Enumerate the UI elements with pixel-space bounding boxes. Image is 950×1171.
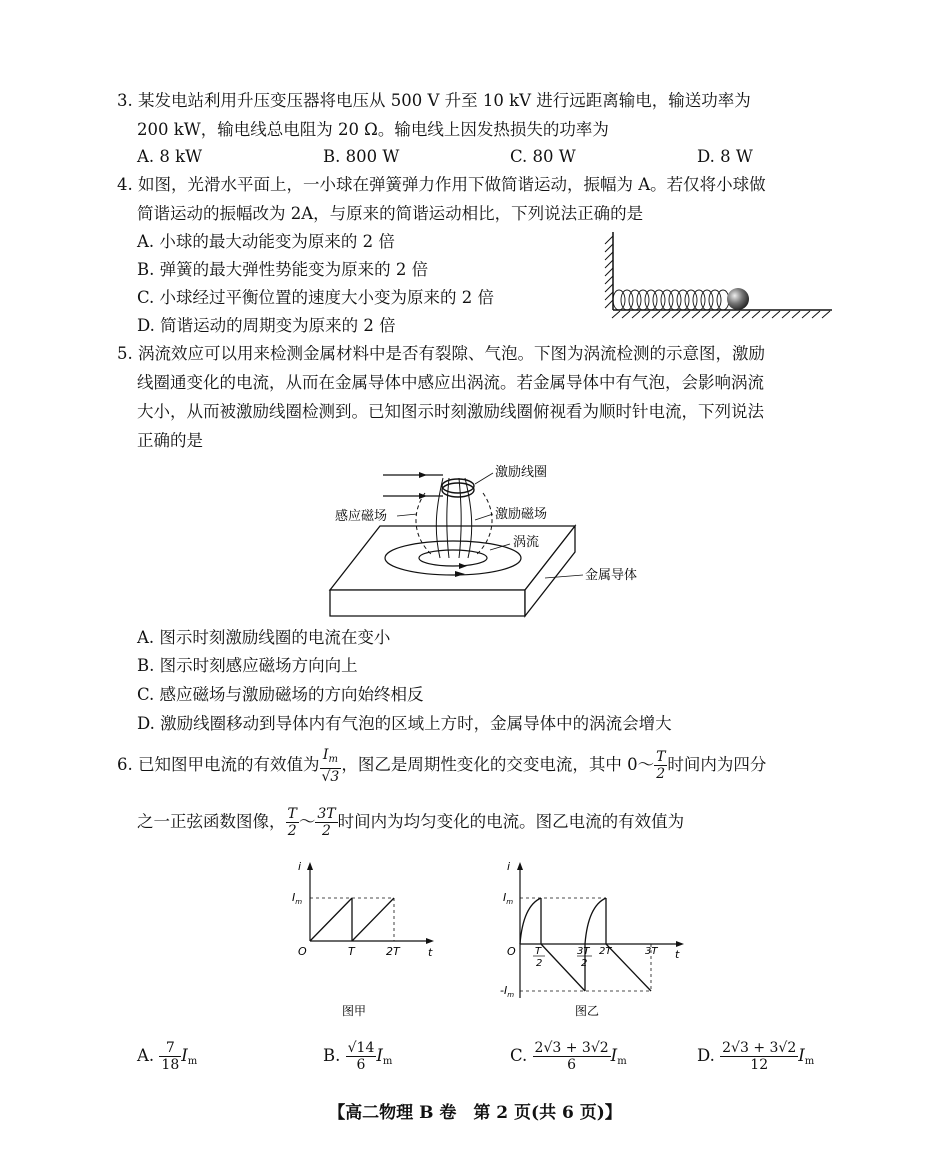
q6-stem-line1 [117,745,766,785]
q6-l2a: 之一正弦函数图像， [137,812,286,831]
label-conductor: 金属导体 [585,568,638,583]
q5-stem-line1: 5. 涡流效应可以用来检测金属材料中是否有裂隙、气泡。下图为涡流检测的示意图，激励 [117,344,765,363]
q6-frac-t-2b: $\frac{T}{2}$ [287,806,297,839]
q4-stem-line1: 4. 如图，光滑水平面上，一小球在弹簧弹力作用下做简谐运动，振幅为 A。若仅将小球做 [117,175,766,194]
label-coil: 激励线圈 [495,465,548,480]
graph-a-tick-2t: 2T [386,945,400,958]
q6-l2b: ～ [298,812,316,831]
q6-option-c: C. $\frac{2√3 + 3√2}{6}$ $I_m$ [510,1040,627,1073]
q3-stem-line2: 200 kW，输电线总电阻为 20 Ω。输电线上因发热损失的功率为 [137,120,609,139]
q5-option-a: A. 图示时刻激励线圈的电流在变小 [137,628,391,647]
q6-option-d: D. $\frac{2√3 + 3√2}{12}$ $I_m$ [697,1040,815,1073]
graph-b-tick-3half-num: 3T [577,946,590,957]
q4-option-b: B. 弹簧的最大弹性势能变为原来的 2 倍 [137,260,429,279]
q3-option-d: D. 8 W [697,147,753,166]
label-excite-field: 激励磁场 [495,507,548,522]
q6-option-a: A. $\frac{7}{18}$ $I_m$ [137,1040,198,1073]
q3-option-b: B. 800 W [323,147,400,166]
q5-stem-line3: 大小，从而被激励线圈检测到。已知图示时刻激励线圈俯视看为顺时针电流，下列说法 [137,402,764,421]
graph-b-axis-i: i [507,860,511,873]
label-eddy: 涡流 [513,535,540,550]
eddy-current-figure [325,458,655,620]
q6-l2c: 时间内为均匀变化的电流。图乙电流的有效值为 [337,812,685,831]
graph-a-tick-t: T [348,945,355,958]
ball [727,288,749,310]
q5-option-c: C. 感应磁场与激励磁场的方向始终相反 [137,685,424,704]
graph-b-tick-3half-den: 2 [581,958,588,969]
q6-l1b: ，图乙是周期性变化的交变电流，其中 0～ [341,755,655,774]
q3-option-a: A. 8 kW [137,147,203,166]
graph-a-axis-i: i [298,860,302,873]
q6-frac-t-2: $\frac{T}{2}$ [656,749,666,782]
spring-coil [613,290,729,310]
graph-b-origin: O [507,945,516,958]
graph-a [290,858,440,1018]
graph-b-caption: 图乙 [575,1004,600,1018]
q4-option-a: A. 小球的最大动能变为原来的 2 倍 [137,232,395,251]
q6-option-b: B. $\frac{√14}{6}$ $I_m$ [323,1040,393,1073]
q4-stem-line2: 简谐运动的振幅改为 2A，与原来的简谐运动相比，下列说法正确的是 [137,204,644,223]
graph-b-axis-t: t [675,948,680,961]
graph-b-tick-2t: 2T [599,946,612,957]
q6-l1a: 6. 已知图甲电流的有效值为 [117,755,320,774]
graph-b-tick-half-num: T [535,946,542,957]
q5-option-b: B. 图示时刻感应磁场方向向上 [137,656,358,675]
q5-stem-line4: 正确的是 [137,431,203,450]
graph-a-axis-t: t [428,946,433,959]
q6-l1c: 时间内为四分 [667,755,767,774]
q3-stem-line1: 3. 某发电站利用升压变压器将电压从 500 V 升至 10 kV 进行远距离输电，输送功率为 [117,91,751,110]
label-induced-field: 感应磁场 [335,509,388,524]
q6-frac-3t-2: $\frac{3T}{2}$ [317,806,336,839]
graph-b-tick-half-den: 2 [536,958,543,969]
floor-hatching [612,311,830,318]
q4-option-d: D. 简谐运动的周期变为原来的 2 倍 [137,316,396,335]
graph-b-neg-im: $-I_m$ [500,984,515,999]
q5-stem-line2: 线圈通变化的电流，从而在金属导体中感应出涡流。若金属导体中有气泡，会影响涡流 [137,373,764,392]
graph-a-origin: O [298,945,307,958]
page-footer: 【高二物理 B 卷 第 2 页(共 6 页)】 [328,1103,622,1123]
q6-stem-line2 [137,802,684,842]
q3-option-c: C. 80 W [510,147,576,166]
q4-option-c: C. 小球经过平衡位置的速度大小变为原来的 2 倍 [137,288,495,307]
graph-a-im: $I_m$ [292,891,303,906]
spring-ball-figure [600,228,840,320]
graph-a-caption: 图甲 [342,1004,367,1018]
q5-option-d: D. 激励线圈移动到导体内有气泡的区域上方时，金属导体中的涡流会增大 [137,714,672,733]
graph-b-tick-far: 3T [645,946,658,957]
graph-b-im: $I_m$ [503,891,514,906]
q6-frac-im-sqrt3: $\frac{I_m}{√3}$ [321,746,340,785]
graph-b [495,858,695,1018]
